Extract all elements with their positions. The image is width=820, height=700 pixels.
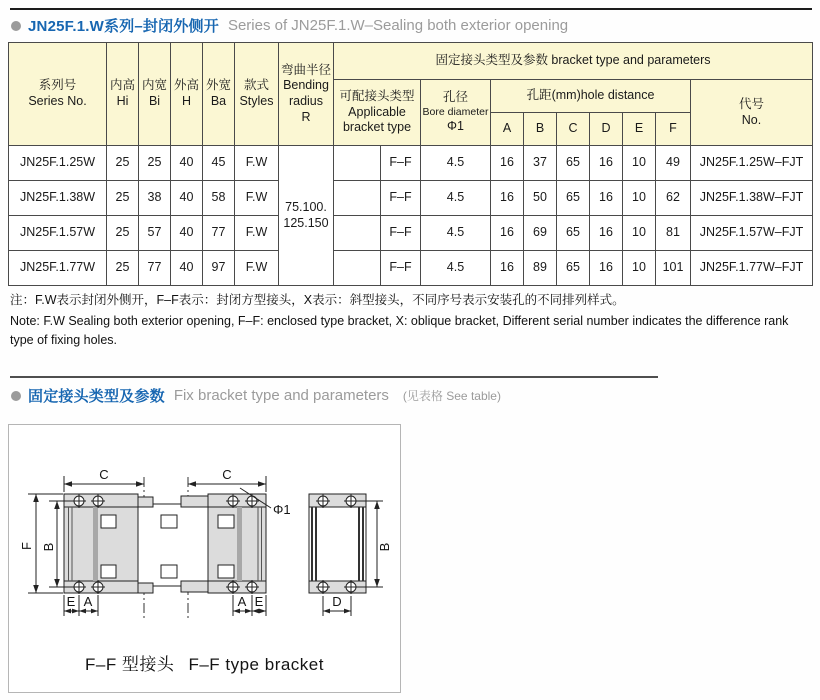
note-zh: 注：F.W表示封闭外侧开，F–F表示：封闭方型接头，X表示：斜型接头，不同序号表示安装孔的不同排列样式。 (10, 293, 625, 307)
table-row (9, 216, 813, 251)
clip (218, 515, 234, 528)
table-row (9, 181, 813, 216)
dim-label-a-left: A (83, 594, 93, 609)
cell-c: 65 (557, 251, 590, 286)
cell-ba: 58 (203, 181, 235, 216)
cell-styles: F.W (235, 146, 279, 181)
cell-d: 16 (590, 181, 623, 216)
table-row (9, 146, 813, 181)
cell-b: 69 (524, 216, 557, 251)
col-header-bending-radius: 弯曲半径 Bending radius R (279, 43, 334, 146)
cell-styles: F.W (235, 251, 279, 286)
col-header-styles: 款式 Styles (235, 43, 279, 146)
cell-h: 40 (171, 216, 203, 251)
cell-bore: 4.5 (421, 216, 491, 251)
cell-series: JN25F.1.25W (9, 146, 107, 181)
end-view-stripe (358, 507, 360, 581)
top-divider (10, 8, 812, 10)
plate-detail-stripe (237, 507, 242, 581)
cell-hi: 25 (107, 181, 139, 216)
section2-header (11, 385, 501, 406)
cell-b: 89 (524, 251, 557, 286)
spec-table (8, 42, 813, 286)
cell-f: 101 (656, 251, 691, 286)
dim-label-e-left: E (66, 594, 76, 609)
clip (101, 515, 116, 528)
drawing-caption (9, 650, 400, 675)
cell-hi: 25 (107, 146, 139, 181)
cell-e: 10 (623, 146, 656, 181)
cell-bore: 4.5 (421, 181, 491, 216)
section2-see-table: (见表格 See table) (402, 389, 501, 403)
cell-bi: 25 (139, 146, 171, 181)
cell-a: 16 (491, 146, 524, 181)
cell-ba: 97 (203, 251, 235, 286)
cell-bending-radius: 75.100. 125.150 (279, 146, 334, 286)
cell-code: JN25F.1.25W–FJT (691, 146, 813, 181)
cell-series: JN25F.1.57W (9, 216, 107, 251)
joint-tab (138, 497, 153, 507)
cell-bore: 4.5 (421, 146, 491, 181)
cell-bore: 4.5 (421, 251, 491, 286)
clip (218, 565, 234, 578)
cell-a: 16 (491, 251, 524, 286)
cell-bracket: F–F (381, 216, 421, 251)
col-header-bi: 内宽 Bi (139, 43, 171, 146)
note-en: Note: F.W Sealing both exterior opening, F–F: enclosed type bracket, X: oblique bracket, Different serial number indicates the difference rank type of fixing holes. (10, 313, 789, 347)
joint-tab (181, 581, 208, 592)
col-header-series: 系列号 Series No. (9, 43, 107, 146)
cell-bi: 38 (139, 181, 171, 216)
end-view-body (309, 507, 366, 581)
cell-f: 81 (656, 216, 691, 251)
dim-label-a-right: A (237, 594, 247, 609)
cell-a: 16 (491, 181, 524, 216)
cell-e: 10 (623, 216, 656, 251)
cell-d: 16 (590, 216, 623, 251)
section2-divider (10, 376, 658, 378)
dim-label-c-left: C (99, 467, 109, 482)
section2-title-zh: 固定接头类型及参数 (28, 388, 165, 405)
cell-series: JN25F.1.38W (9, 181, 107, 216)
col-header-applicable-bracket: 可配接头类型 Applicable bracket type (334, 80, 421, 146)
col-header-hole-distance: 孔距(mm)hole distance (491, 80, 691, 113)
cell-bracket: F–F (381, 146, 421, 181)
joint-tab (138, 583, 153, 593)
table-notes (10, 291, 812, 349)
dim-label-phi: Φ1 (273, 502, 291, 517)
cell-ba: 45 (203, 146, 235, 181)
col-header-hi: 内高 Hi (107, 43, 139, 146)
section1-header (11, 15, 568, 36)
cell-bracket-empty (334, 251, 381, 286)
cell-hi: 25 (107, 216, 139, 251)
bullet-icon (11, 391, 21, 401)
col-header-b: B (524, 113, 557, 146)
cell-bracket-empty (334, 146, 381, 181)
col-header-h: 外高 H (171, 43, 203, 146)
col-header-f: F (656, 113, 691, 146)
bracket-drawing-panel (8, 424, 401, 693)
cell-c: 65 (557, 181, 590, 216)
drawing-caption-en: F–F type bracket (188, 655, 324, 674)
cell-h: 40 (171, 251, 203, 286)
cell-bi: 57 (139, 216, 171, 251)
cell-b: 37 (524, 146, 557, 181)
end-view-stripe (315, 507, 317, 581)
col-header-code: 代号 No. (691, 80, 813, 146)
col-header-e: E (623, 113, 656, 146)
dim-label-f: F (19, 542, 34, 550)
cell-bracket: F–F (381, 181, 421, 216)
cell-code: JN25F.1.38W–FJT (691, 181, 813, 216)
col-header-d: D (590, 113, 623, 146)
dim-label-e-right: E (254, 594, 264, 609)
joint-tab (181, 496, 208, 507)
cell-hi: 25 (107, 251, 139, 286)
col-header-bracket-group: 固定接头类型及参数 bracket type and parameters (334, 43, 813, 80)
dim-label-c-right: C (222, 467, 232, 482)
table-row (9, 251, 813, 286)
bullet-icon (11, 21, 21, 31)
drawing-caption-zh: F–F 型接头 (84, 655, 175, 674)
cell-a: 16 (491, 216, 524, 251)
cell-code: JN25F.1.77W–FJT (691, 251, 813, 286)
cell-c: 65 (557, 146, 590, 181)
cell-h: 40 (171, 181, 203, 216)
dim-label-d: D (332, 594, 342, 609)
cell-series: JN25F.1.77W (9, 251, 107, 286)
clip (161, 565, 177, 578)
cell-styles: F.W (235, 181, 279, 216)
col-header-a: A (491, 113, 524, 146)
cell-e: 10 (623, 181, 656, 216)
clip (101, 565, 116, 578)
end-view-stripe (311, 507, 313, 581)
cell-bracket: F–F (381, 251, 421, 286)
cell-ba: 77 (203, 216, 235, 251)
col-header-bore-diameter: 孔径 Bore diameter Φ1 (421, 80, 491, 146)
section1-title-en: Series of JN25F.1.W–Sealing both exterior opening (227, 17, 569, 34)
cell-c: 65 (557, 216, 590, 251)
cell-b: 50 (524, 181, 557, 216)
end-view-stripe (362, 507, 364, 581)
dim-label-b-left: B (41, 542, 56, 552)
cell-d: 16 (590, 146, 623, 181)
cell-f: 49 (656, 146, 691, 181)
dim-label-b-right: B (377, 542, 392, 552)
col-header-c: C (557, 113, 590, 146)
section1-title-zh: JN25F.1.W系列–封闭外侧开 (28, 18, 219, 35)
cell-bracket-empty (334, 181, 381, 216)
cell-e: 10 (623, 251, 656, 286)
section2-title-en: Fix bracket type and parameters (173, 387, 389, 404)
cell-bi: 77 (139, 251, 171, 286)
col-header-ba: 外宽 Ba (203, 43, 235, 146)
cell-bracket-empty (334, 216, 381, 251)
cell-styles: F.W (235, 216, 279, 251)
cell-h: 40 (171, 146, 203, 181)
cell-code: JN25F.1.57W–FJT (691, 216, 813, 251)
plate-detail-stripe (93, 507, 98, 581)
cell-d: 16 (590, 251, 623, 286)
cell-f: 62 (656, 181, 691, 216)
clip (161, 515, 177, 528)
